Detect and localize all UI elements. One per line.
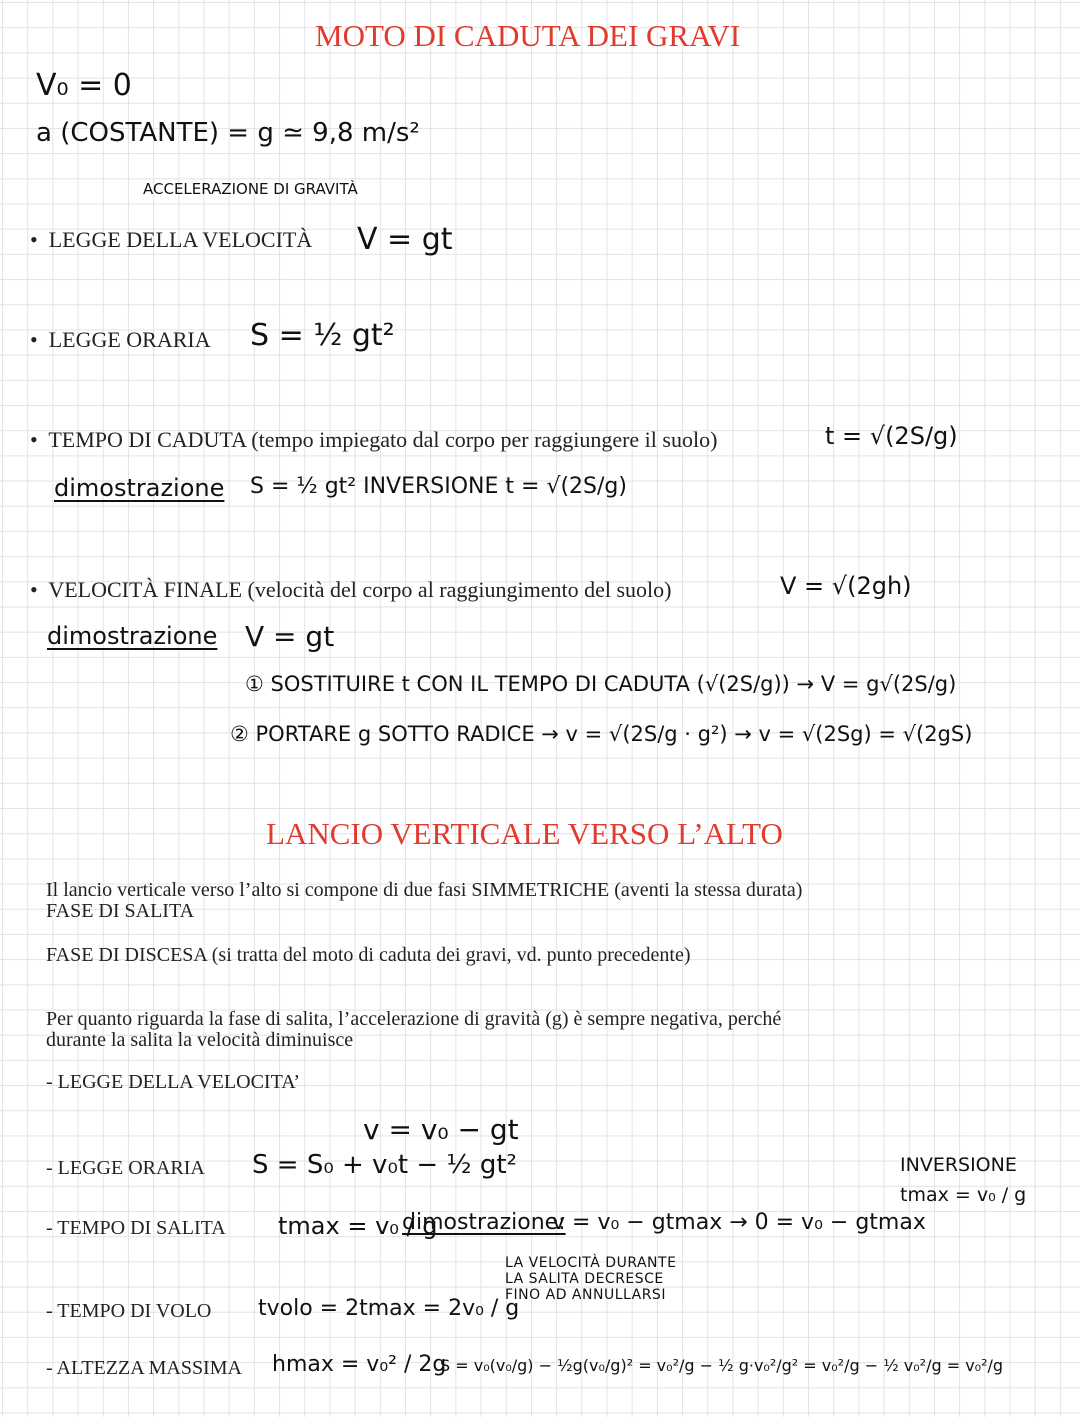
dimostrazione-step2: ② PORTARE g SOTTO RADICE → v = √(2S/g · g²) → v = √(2Sg) = √(2gS) xyxy=(230,722,973,746)
dimostrazione-line1: V = gt xyxy=(245,620,335,653)
legge-velocita-label: - LEGGE DELLA VELOCITA’ xyxy=(46,1071,301,1093)
tempo-salita-formula: tmax = v₀ / g xyxy=(278,1212,438,1240)
bullet-oraria xyxy=(30,327,211,353)
acceleration-note: ACCELERAZIONE DI GRAVITÀ xyxy=(143,180,358,198)
salita-dimostrazione-formula: v = v₀ − gtmax → 0 = v₀ − gtmax xyxy=(552,1210,926,1235)
dimostrazione-label: dimostrazione xyxy=(54,474,225,502)
note-line: FINO AD ANNULLARSI xyxy=(505,1287,666,1303)
tempo-salita-label: - TEMPO DI SALITA xyxy=(46,1217,226,1239)
tempo-volo-formula: tvolo = 2tmax = 2v₀ / g xyxy=(258,1296,520,1321)
bullet-formula: V = gt xyxy=(357,222,453,257)
acceleration-formula: a (COSTANTE) = g ≃ 9,8 m/s² xyxy=(36,118,420,148)
paragraph-line: durante la salita la velocità diminuisce xyxy=(46,1029,354,1051)
salita-paragraph xyxy=(46,1009,781,1051)
phase-salita: FASE DI SALITA xyxy=(46,900,195,922)
intro-text xyxy=(46,880,802,922)
legge-oraria-formula: S = S₀ + v₀t − ½ gt² xyxy=(252,1150,517,1180)
bullet-formula: t = √(2S/g) xyxy=(825,422,958,450)
bullet-icon: • xyxy=(30,327,38,352)
bullet-tempo-caduta xyxy=(30,427,717,453)
phase-discesa: FASE DI DISCESA (si tratta del moto di caduta dei gravi, vd. punto precedente) xyxy=(46,944,691,966)
salita-dimostrazione-label: dimostrazione: xyxy=(402,1210,566,1235)
bullet-label: VELOCITÀ FINALE (velocità del corpo al raggiungimento del suolo) xyxy=(48,577,672,602)
paragraph-line: Per quanto riguarda la fase di salita, l’accelerazione di gravità (g) è sempre negativa, perché xyxy=(46,1008,782,1030)
velocita-note xyxy=(505,1255,676,1303)
altezza-massima-formula: hmax = v₀² / 2g xyxy=(272,1352,447,1377)
bullet-formula: S = ½ gt² xyxy=(250,318,395,353)
bullet-label: LEGGE DELLA VELOCITÀ xyxy=(48,227,313,252)
bullet-icon: • xyxy=(30,227,38,252)
altezza-massima-label: - ALTEZZA MASSIMA xyxy=(46,1357,242,1379)
section1-title: MOTO DI CADUTA DEI GRAVI xyxy=(315,18,741,53)
note-line: LA VELOCITÀ DURANTE xyxy=(505,1255,677,1271)
altezza-massima-dimostrazione: S = v₀(v₀/g) − ½g(v₀/g)² = v₀²/g − ½ g·v₀²/g² = v₀²/g − ½ v₀²/g = v₀²/g xyxy=(440,1356,1004,1375)
bullet-formula: V = √(2gh) xyxy=(780,572,912,600)
dimostrazione-formula: S = ½ gt² INVERSIONE t = √(2S/g) xyxy=(250,474,627,499)
intro-line: Il lancio verticale verso l’alto si compone di due fasi SIMMETRICHE (aventi la stessa durata) xyxy=(46,879,803,901)
dimostrazione-step1: ① SOSTITUIRE t CON IL TEMPO DI CADUTA (√(2S/g)) → V = g√(2S/g) xyxy=(245,672,957,696)
bullet-icon: • xyxy=(30,427,38,452)
v0-formula: V₀ = 0 xyxy=(36,68,132,103)
bullet-icon: • xyxy=(30,577,38,602)
inversione-label: INVERSIONE xyxy=(900,1154,1017,1176)
dimostrazione-label: dimostrazione xyxy=(47,622,218,650)
bullet-velocita xyxy=(30,227,312,253)
tempo-volo-label: - TEMPO DI VOLO xyxy=(46,1300,212,1322)
legge-velocita-formula: v = v₀ − gt xyxy=(363,1113,519,1146)
bullet-label: LEGGE ORARIA xyxy=(48,327,211,352)
legge-oraria-label: - LEGGE ORARIA xyxy=(46,1157,205,1179)
inversione-formula: tmax = v₀ / g xyxy=(900,1184,1027,1206)
section2-title: LANCIO VERTICALE VERSO L’ALTO xyxy=(266,816,783,851)
bullet-label: TEMPO DI CADUTA (tempo impiegato dal corpo per raggiungere il suolo) xyxy=(48,427,718,452)
note-line: LA SALITA DECRESCE xyxy=(505,1271,664,1287)
bullet-velocita-finale xyxy=(30,577,672,603)
